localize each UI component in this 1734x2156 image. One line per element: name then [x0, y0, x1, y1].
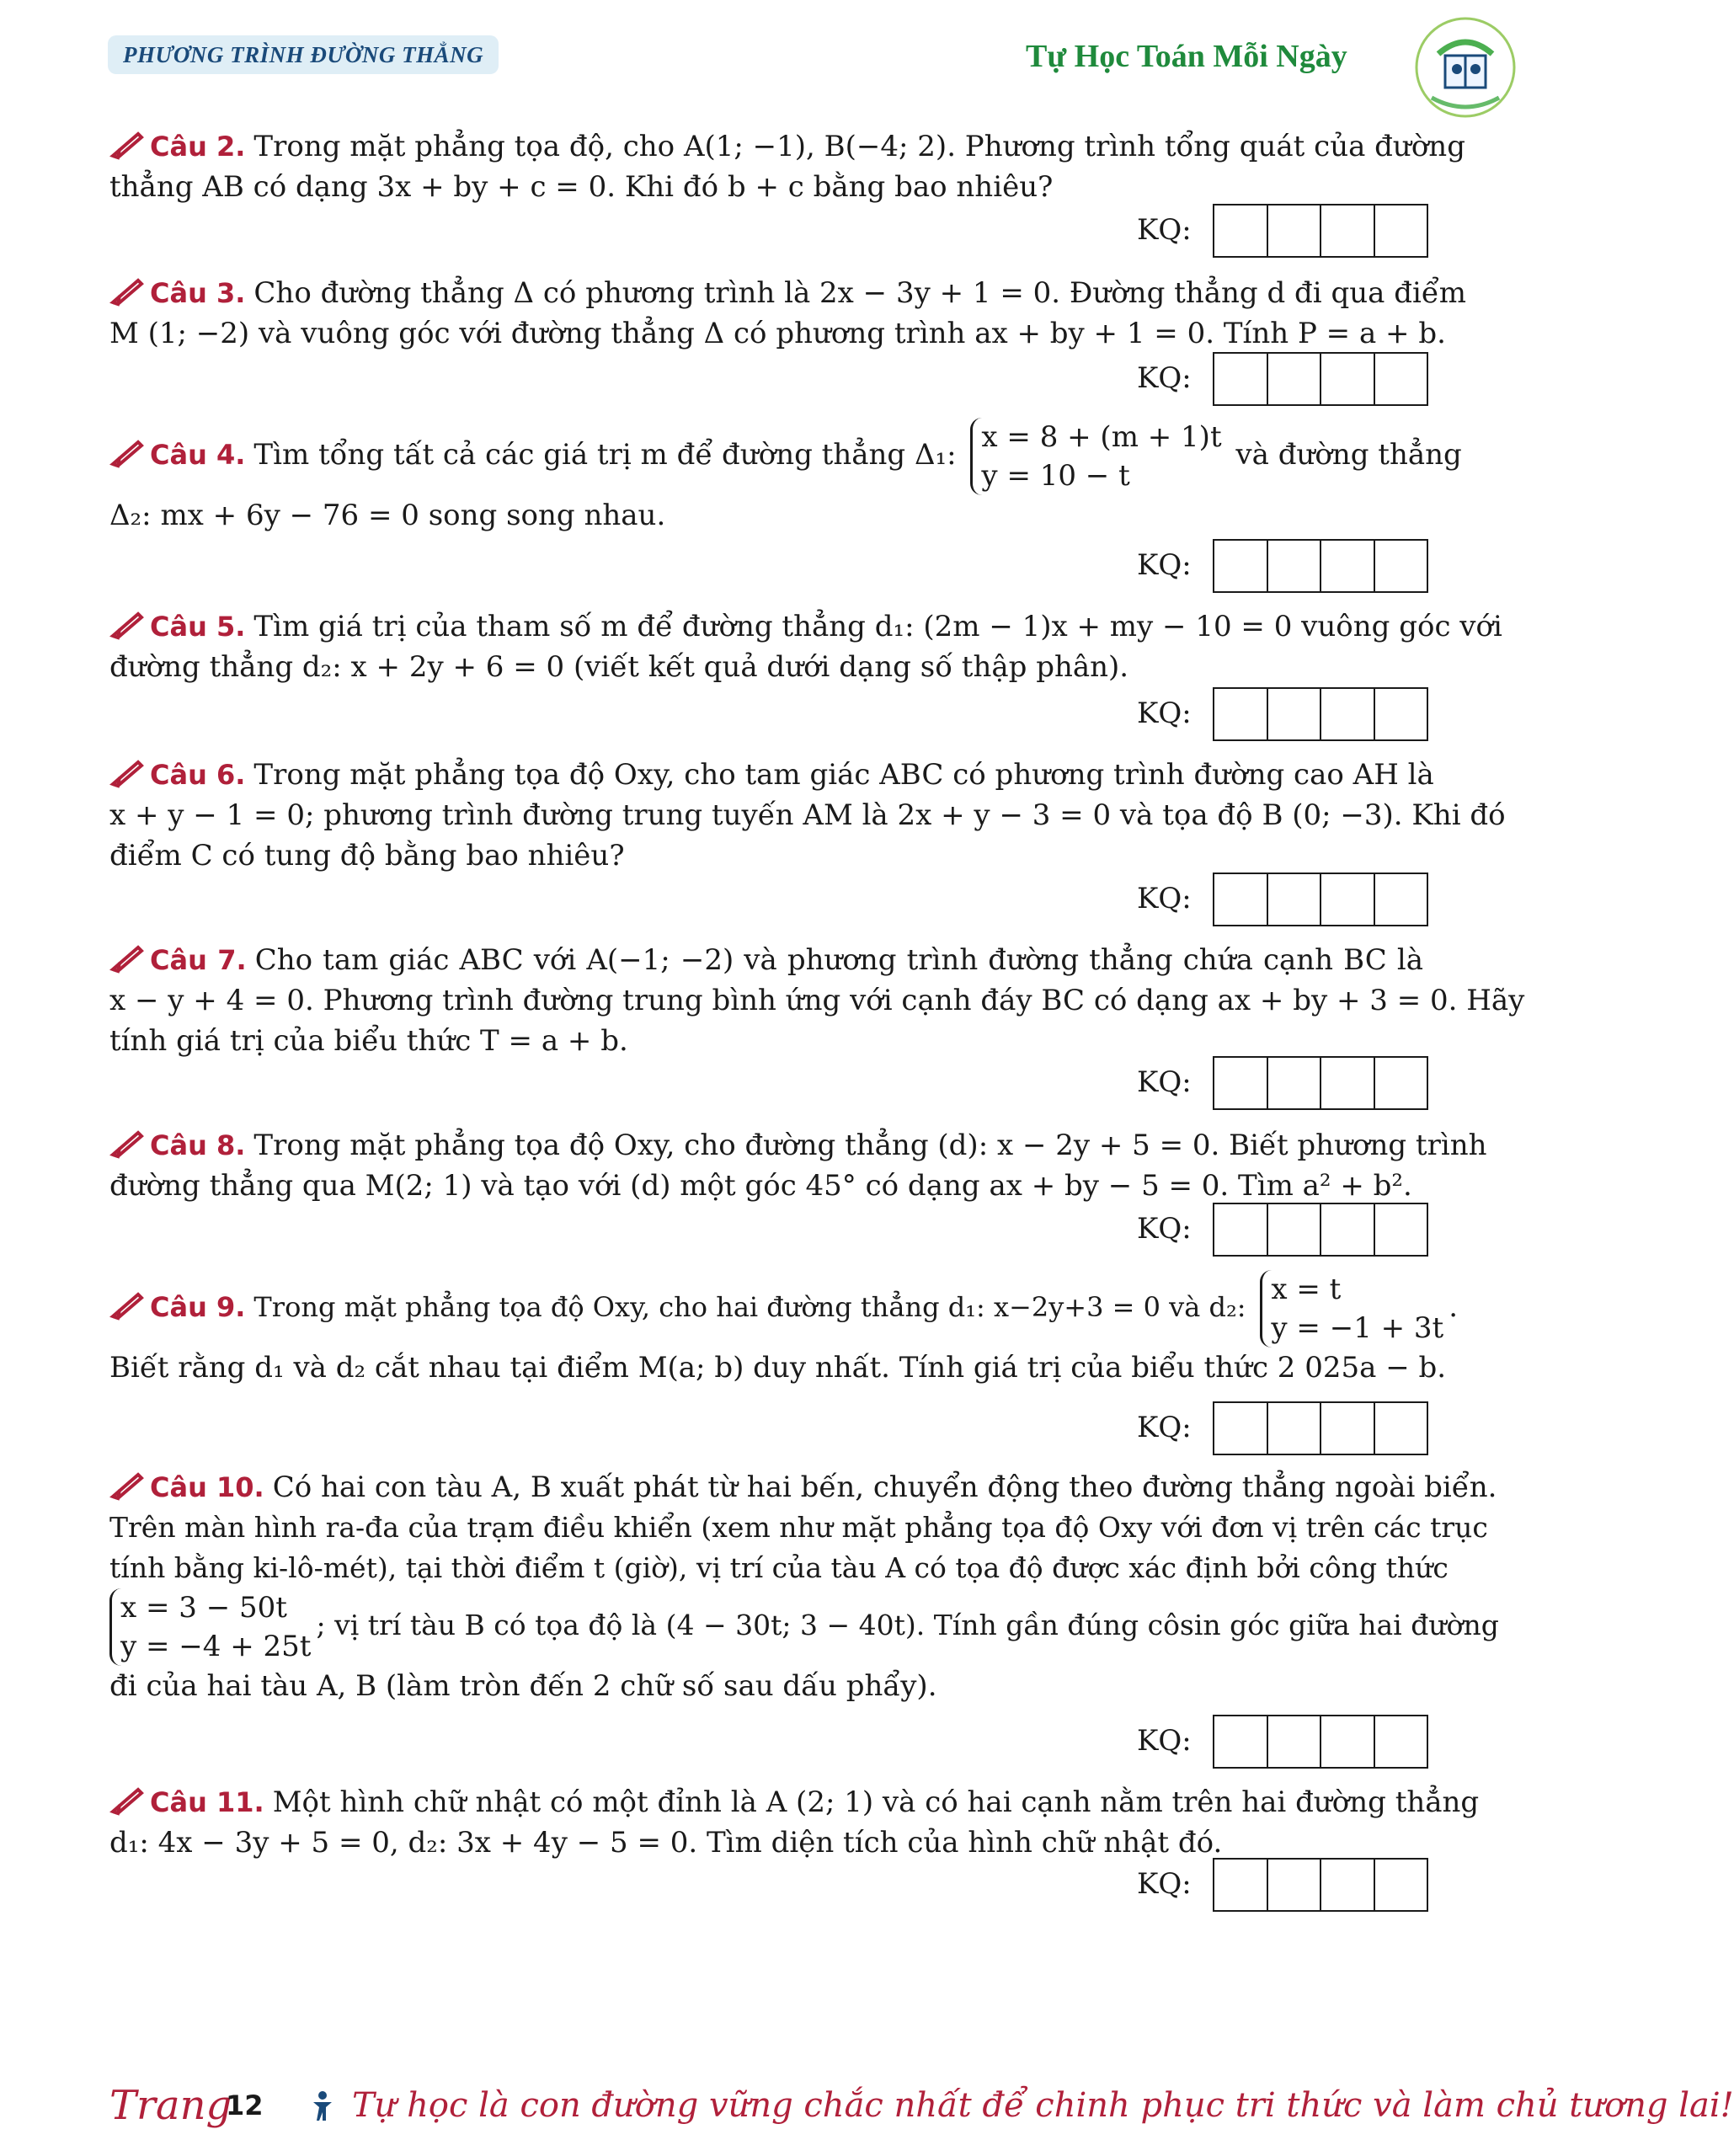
brand-name: Tự Học Toán Mỗi Ngày [1026, 39, 1347, 74]
question-9 [109, 1270, 1459, 1388]
answer-cell[interactable] [1214, 874, 1268, 925]
answer-cell[interactable] [1214, 541, 1268, 591]
question-text: tính giá trị của biểu thức T = a + b. [109, 1024, 628, 1058]
question-10 [109, 1467, 1499, 1706]
answer-cell[interactable] [1214, 1403, 1268, 1454]
answer-box-5[interactable] [1137, 687, 1425, 739]
kq-label: KQ: [1137, 1867, 1192, 1901]
answer-cell[interactable] [1214, 1860, 1268, 1910]
answer-cell[interactable] [1214, 354, 1268, 404]
answer-cell[interactable] [1321, 1860, 1375, 1910]
answer-box-10[interactable] [1137, 1715, 1425, 1767]
answer-cell[interactable] [1268, 1716, 1322, 1767]
answer-cell[interactable] [1375, 1403, 1427, 1454]
answer-cell[interactable] [1214, 689, 1268, 739]
question-text: Tìm giá trị của tham số m để đường thẳng d₁: (2m − 1)x + my − 10 = 0 vuông góc với [253, 610, 1502, 643]
question-text: đường thẳng qua M(2; 1) và tạo với (d) một góc 45° có dạng ax + by − 5 = 0. Tìm a² + b². [109, 1169, 1412, 1203]
question-text: đường thẳng d₂: x + 2y + 6 = 0 (viết kết quả dưới dạng số thập phân). [109, 650, 1129, 684]
answer-cells[interactable] [1213, 1203, 1428, 1257]
answer-box-6[interactable] [1137, 873, 1425, 925]
answer-box-11[interactable] [1137, 1858, 1425, 1910]
question-text: ; vị trí tàu B có tọa độ là (4 − 30t; 3 − 40t). Tính gần đúng côsin góc giữa hai đường [316, 1609, 1499, 1641]
answer-cell[interactable] [1375, 874, 1427, 925]
answer-cell[interactable] [1321, 354, 1375, 404]
question-text: và đường thẳng [1235, 438, 1462, 472]
answer-cell[interactable] [1268, 1403, 1322, 1454]
question-text: Tìm tổng tất cả các giá trị m để đường thẳng Δ₁: [253, 438, 957, 472]
answer-box-4[interactable] [1137, 539, 1425, 591]
answer-cell[interactable] [1375, 354, 1427, 404]
kq-label: KQ: [1137, 1065, 1192, 1099]
question-text: Δ₂: mx + 6y − 76 = 0 song song nhau. [109, 499, 666, 532]
question-label: Câu 2. [150, 131, 246, 163]
equation-line: x = 3 − 50t [120, 1591, 287, 1625]
pencil-icon [109, 1471, 143, 1500]
answer-cell[interactable] [1268, 1860, 1322, 1910]
question-text: điểm C có tung độ bằng bao nhiêu? [109, 839, 625, 873]
brand-logo-icon [1413, 15, 1518, 120]
answer-cell[interactable] [1214, 1716, 1268, 1767]
question-6 [109, 755, 1506, 876]
question-text: x + y − 1 = 0; phương trình đường trung tuyến AM là 2x + y − 3 = 0 và tọa độ B (0; −3). Khi đó [109, 798, 1506, 832]
question-text: Có hai con tàu A, B xuất phát từ hai bến, chuyển động theo đường thẳng ngoài biển. [272, 1470, 1497, 1504]
answer-cell[interactable] [1375, 205, 1427, 256]
pencil-icon [109, 439, 143, 467]
question-text: d₁: 4x − 3y + 5 = 0, d₂: 3x + 4y − 5 = 0. Tìm diện tích của hình chữ nhật đó. [109, 1826, 1223, 1860]
answer-cell[interactable] [1214, 205, 1268, 256]
question-text: Trên màn hình ra-đa của trạm điều khiển (xem như mặt phẳng tọa độ Oxy với đơn vị trên các trục [109, 1511, 1488, 1544]
kq-label: KQ: [1137, 1411, 1192, 1444]
kq-label: KQ: [1137, 213, 1192, 247]
answer-cells[interactable] [1213, 1056, 1428, 1110]
question-5 [109, 606, 1502, 687]
answer-cell[interactable] [1214, 1058, 1268, 1108]
question-text: Một hình chữ nhật có một đỉnh là A (2; 1) và có hai cạnh nằm trên hai đường thẳng [272, 1785, 1480, 1819]
answer-cell[interactable] [1268, 354, 1322, 404]
section-title: PHƯƠNG TRÌNH ĐƯỜNG THẲNG [108, 35, 499, 74]
page-word: Trang [109, 2082, 232, 2129]
equation-system [109, 1588, 311, 1666]
answer-box-3[interactable] [1137, 352, 1425, 404]
equation-line: y = −1 + 3t [1271, 1311, 1444, 1345]
kq-label: KQ: [1137, 1724, 1192, 1758]
question-label: Câu 5. [150, 611, 246, 643]
question-label: Câu 10. [150, 1471, 264, 1503]
question-text: Biết rằng d₁ và d₂ cắt nhau tại điểm M(a; b) duy nhất. Tính giá trị của biểu thức 2 025a − b. [109, 1351, 1447, 1385]
answer-cells[interactable] [1213, 352, 1428, 406]
answer-cell[interactable] [1375, 1058, 1427, 1108]
answer-box-2[interactable] [1137, 204, 1425, 256]
page-number: 12 [226, 2089, 264, 2121]
answer-cells[interactable] [1213, 1401, 1428, 1455]
answer-cells[interactable] [1213, 204, 1428, 258]
pencil-icon [109, 1291, 143, 1320]
pencil-icon [109, 759, 143, 787]
question-text: Cho đường thẳng Δ có phương trình là 2x − 3y + 1 = 0. Đường thẳng d đi qua điểm [253, 276, 1467, 310]
question-text: x − y + 4 = 0. Phương trình đường trung bình ứng với cạnh đáy BC có dạng ax + by + 3 = 0. Hãy [109, 984, 1525, 1017]
footer-slogan: Tự học là con đường vững chắc nhất để chinh phục tri thức và làm chủ tương lai! [352, 2086, 1734, 2125]
kq-label: KQ: [1137, 1212, 1192, 1246]
answer-cell[interactable] [1375, 541, 1427, 591]
answer-box-9[interactable] [1137, 1401, 1425, 1454]
equation-line: y = −4 + 25t [120, 1630, 312, 1663]
answer-cells[interactable] [1213, 1858, 1428, 1912]
answer-cell[interactable] [1268, 689, 1322, 739]
question-label: Câu 9. [150, 1291, 246, 1323]
question-label: Câu 3. [150, 277, 246, 309]
answer-cell[interactable] [1321, 205, 1375, 256]
question-text: đi của hai tàu A, B (làm tròn đến 2 chữ số sau dấu phẩy). [109, 1669, 937, 1703]
answer-cell[interactable] [1321, 541, 1375, 591]
answer-cells[interactable] [1213, 687, 1428, 741]
question-text: thẳng AB có dạng 3x + by + c = 0. Khi đó b + c bằng bao nhiêu? [109, 170, 1054, 204]
pencil-icon [109, 944, 143, 973]
kq-label: KQ: [1137, 882, 1192, 915]
equation-line: x = t [1271, 1273, 1342, 1306]
equation-line: x = 8 + (m + 1)t [981, 420, 1222, 454]
answer-cell[interactable] [1214, 1204, 1268, 1255]
page-footer [109, 2072, 1734, 2139]
question-text: Trong mặt phẳng tọa độ Oxy, cho tam giác ABC có phương trình đường cao AH là [253, 758, 1434, 792]
question-text: . [1449, 1290, 1459, 1324]
answer-cell[interactable] [1268, 541, 1322, 591]
question-text: Trong mặt phẳng tọa độ, cho A(1; −1), B(−4; 2). Phương trình tổng quát của đường [253, 130, 1465, 163]
question-3 [109, 273, 1467, 354]
answer-cell[interactable] [1268, 1204, 1322, 1255]
question-label: Câu 7. [150, 944, 247, 976]
question-7 [109, 940, 1525, 1061]
pencil-icon [109, 611, 143, 639]
person-icon [312, 2090, 333, 2122]
question-label: Câu 8. [150, 1129, 246, 1161]
question-label: Câu 4. [150, 439, 246, 471]
question-text: tính bằng ki-lô-mét), tại thời điểm t (giờ), vị trí của tàu A có tọa độ được xác định bởi công thức [109, 1551, 1449, 1584]
answer-cell[interactable] [1321, 874, 1375, 925]
question-4 [109, 418, 1462, 536]
answer-box-8[interactable] [1137, 1203, 1425, 1255]
question-11 [109, 1782, 1480, 1863]
pencil-icon [109, 131, 143, 159]
kq-label: KQ: [1137, 696, 1192, 730]
answer-cell[interactable] [1375, 1716, 1427, 1767]
question-text: Cho tam giác ABC với A(−1; −2) và phương trình đường thẳng chứa cạnh BC là [254, 943, 1424, 977]
answer-cell[interactable] [1321, 1403, 1375, 1454]
question-2 [109, 126, 1465, 207]
answer-cell[interactable] [1321, 1204, 1375, 1255]
answer-cell[interactable] [1268, 1058, 1322, 1108]
answer-cells[interactable] [1213, 1715, 1428, 1769]
pencil-icon [109, 277, 143, 306]
answer-cells[interactable] [1213, 539, 1428, 593]
question-text: Trong mặt phẳng tọa độ Oxy, cho đường thẳng (d): x − 2y + 5 = 0. Biết phương trình [253, 1129, 1487, 1162]
kq-label: KQ: [1137, 361, 1192, 395]
question-label: Câu 11. [150, 1786, 264, 1818]
answer-cell[interactable] [1321, 1058, 1375, 1108]
pencil-icon [109, 1129, 143, 1158]
kq-label: KQ: [1137, 548, 1192, 582]
question-text: Trong mặt phẳng tọa độ Oxy, cho hai đường thẳng d₁: x−2y+3 = 0 và d₂: [253, 1291, 1246, 1323]
answer-cell[interactable] [1321, 1716, 1375, 1767]
equation-system [1260, 1270, 1443, 1348]
question-text: M (1; −2) và vuông góc với đường thẳng Δ có phương trình ax + by + 1 = 0. Tính P = a + b. [109, 317, 1446, 350]
question-label: Câu 6. [150, 759, 246, 791]
answer-cell[interactable] [1375, 689, 1427, 739]
answer-cell[interactable] [1375, 1860, 1427, 1910]
question-8 [109, 1125, 1487, 1206]
answer-cell[interactable] [1375, 1204, 1427, 1255]
pencil-icon [109, 1786, 143, 1815]
equation-line: y = 10 − t [981, 459, 1130, 493]
answer-box-7[interactable] [1137, 1056, 1425, 1108]
answer-cell[interactable] [1268, 874, 1322, 925]
equation-system [970, 418, 1221, 495]
answer-cell[interactable] [1321, 689, 1375, 739]
answer-cell[interactable] [1268, 205, 1322, 256]
answer-cells[interactable] [1213, 873, 1428, 926]
